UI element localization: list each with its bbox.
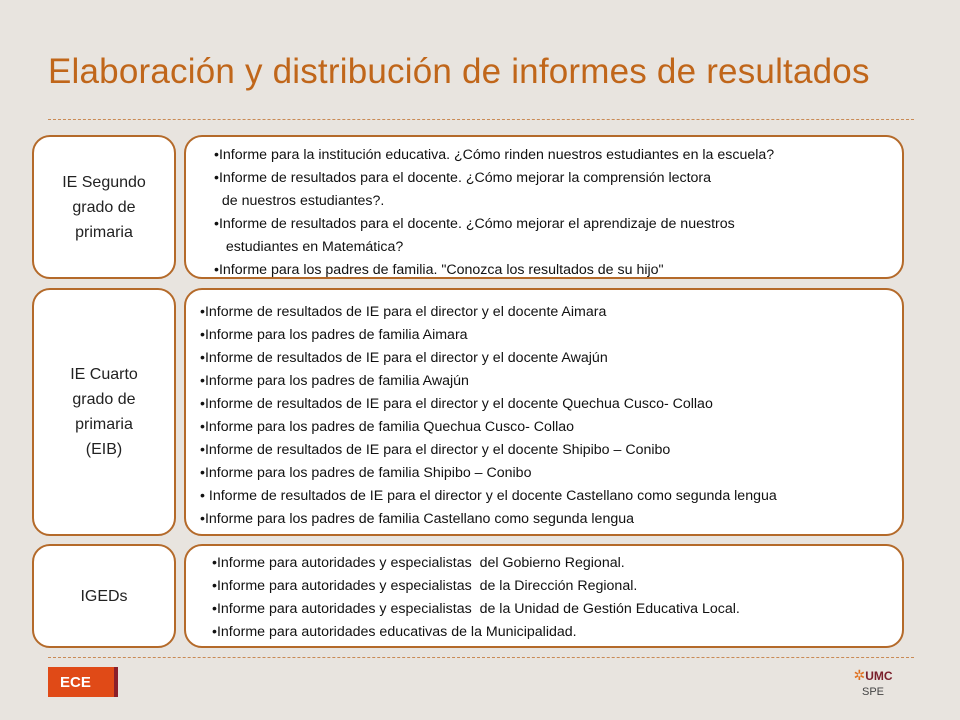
section-content-igeds <box>184 544 904 648</box>
list-item: • Informe de resultados de IE para el director y el docente Castellano como segunda lengua <box>200 488 777 504</box>
list-item: •Informe para los padres de familia Awajún <box>200 373 469 389</box>
ece-badge: ECE <box>48 667 118 697</box>
list-item: •Informe para los padres de familia Castellano como segunda lengua <box>200 511 635 527</box>
section-label-cuarto-grado: IE Cuarto grado de primaria (EIB) <box>32 288 176 536</box>
umc-logo-mark: ✲UMC <box>853 667 893 683</box>
section-label-segundo-grado: IE Segundo grado de primaria <box>32 135 176 279</box>
star-icon: ✲ <box>853 667 866 683</box>
list-item: •Informe de resultados para el docente. ¿Cómo mejorar la comprensión lectora <box>214 170 712 186</box>
section-content-cuarto-grado <box>184 288 904 536</box>
list-item: •Informe de resultados de IE para el director y el docente Aimara <box>200 304 607 320</box>
list-item: •Informe de resultados de IE para el director y el docente Shipibo – Conibo <box>200 442 671 458</box>
list-item: •Informe para los padres de familia Aimara <box>200 327 468 343</box>
list-item: •Informe para autoridades y especialistas de la Unidad de Gestión Educativa Local. <box>212 601 740 617</box>
list-item: de nuestros estudiantes?. <box>214 193 385 209</box>
top-divider <box>48 119 914 120</box>
page-title: Elaboración y distribución de informes de resultados <box>48 52 870 91</box>
list-item: •Informe para autoridades educativas de la Municipalidad. <box>212 624 577 640</box>
list-item: •Informe para autoridades y especialistas del Gobierno Regional. <box>212 555 625 571</box>
list-item: •Informe para los padres de familia. "Conozca los resultados de su hijo" <box>214 262 664 278</box>
list-item: •Informe de resultados de IE para el director y el docente Awajún <box>200 350 608 366</box>
section-label-igeds: IGEDs <box>32 544 176 648</box>
bottom-divider <box>48 657 914 658</box>
umc-logo <box>848 666 898 702</box>
list-item: •Informe para los padres de familia Shipibo – Conibo <box>200 465 532 481</box>
list-item: •Informe para los padres de familia Quechua Cusco- Collao <box>200 419 575 435</box>
list-item: estudiantes en Matemática? <box>214 239 404 255</box>
list-item: •Informe para autoridades y especialistas de la Dirección Regional. <box>212 578 638 594</box>
list-item: •Informe para la institución educativa. ¿Cómo rinden nuestros estudiantes en la escuela? <box>214 147 775 163</box>
list-item: •Informe de resultados para el docente. ¿Cómo mejorar el aprendizaje de nuestros <box>214 216 735 232</box>
section-content-segundo-grado <box>184 135 904 279</box>
list-item: •Informe de resultados de IE para el director y el docente Quechua Cusco- Collao <box>200 396 713 412</box>
spe-label: SPE <box>861 686 884 698</box>
